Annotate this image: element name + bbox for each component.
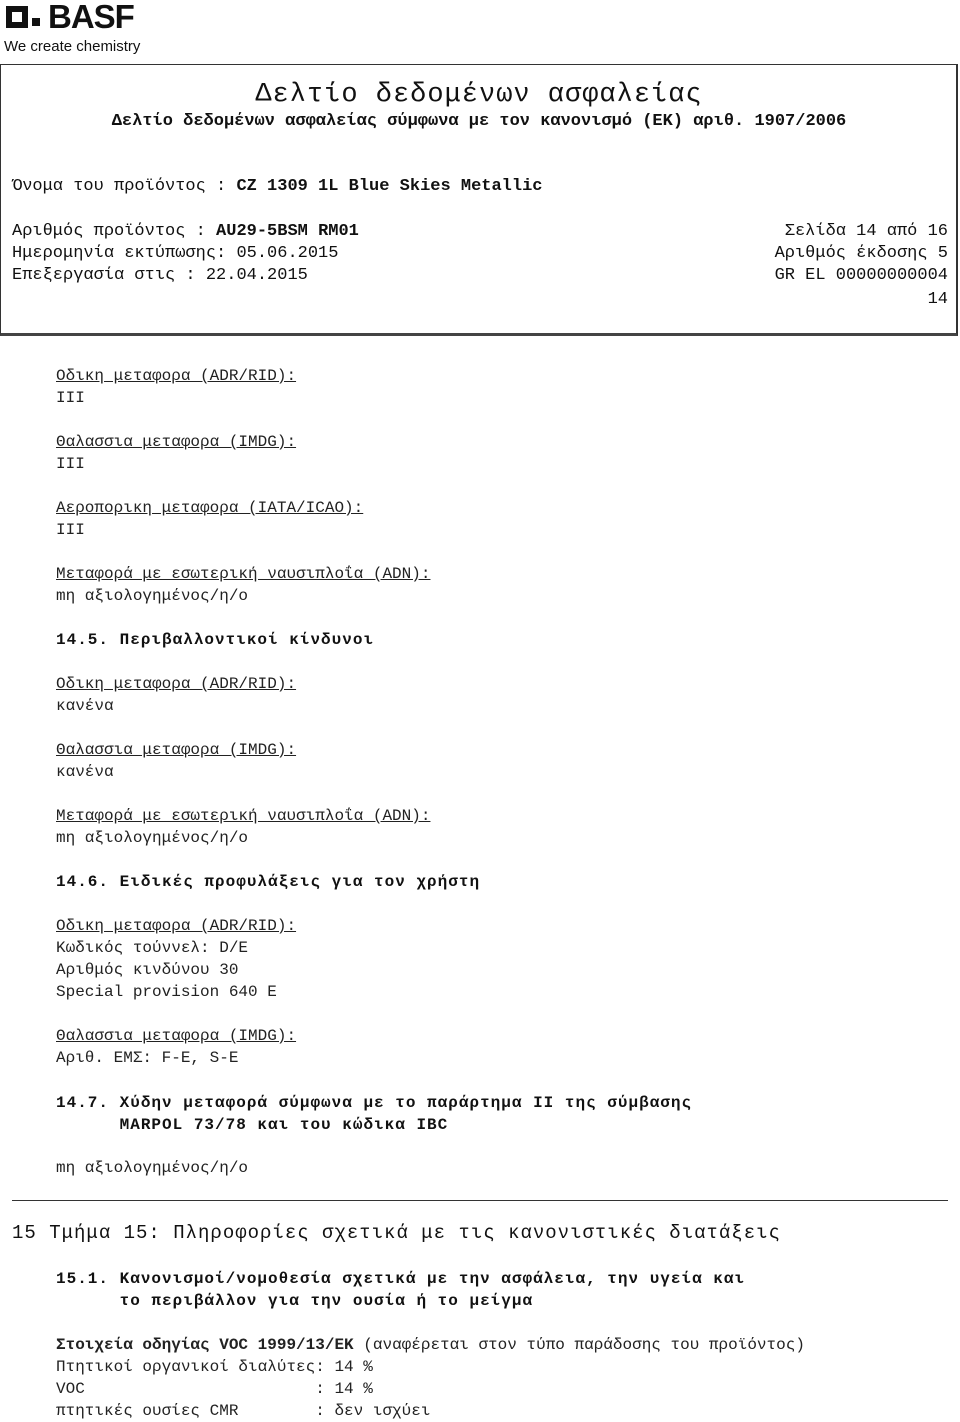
voc-directive-row xyxy=(56,1336,805,1354)
section-15-title: 15 Τμήμα 15: Πληροφορίες σχετικά με τις κανονιστικές διατάξεις xyxy=(12,1222,781,1244)
sea-transport-label: Θαλασσια μεταφορα (IMDG): xyxy=(56,741,297,759)
road-transport-label: Οδικη μεταφορα (ADR/RID): xyxy=(56,675,297,693)
section-14-6-heading: 14.6. Ειδικές προφυλάξεις για τον χρήστη xyxy=(56,873,481,891)
print-date-label: Ημερομηνία εκτύπωσης: xyxy=(12,244,237,263)
road-transport-label: Οδικη μεταφορα (ADR/RID): xyxy=(56,917,297,935)
voc-value: VOC : 14 % xyxy=(56,1380,373,1398)
road-transport-value: III xyxy=(56,389,85,407)
road-transport-label: Οδικη μεταφορα (ADR/RID): xyxy=(56,367,297,385)
document-title: Δελτίο δεδομένων ασφαλείας xyxy=(255,80,703,110)
section-14-7-heading: 14.7. Χύδην μεταφορά σύμφωνα με το παράρτημα II της σύμβασης xyxy=(56,1094,693,1112)
hazard-number: Αριθμός κινδύνου 30 xyxy=(56,961,239,979)
print-date: 05.06.2015 xyxy=(236,244,339,263)
sea-transport-label: Θαλασσια μεταφορα (IMDG): xyxy=(56,1027,297,1045)
logo-tagline: We create chemistry xyxy=(4,38,141,55)
product-name-row xyxy=(12,177,543,196)
basf-logo xyxy=(4,2,164,58)
section-divider xyxy=(12,1200,948,1201)
doc-code-2: 14 xyxy=(927,290,948,309)
voc-directive-note: (αναφέρεται στον τύπο παράδοσης του προϊόντος) xyxy=(353,1336,805,1354)
version-info: Αριθμός έκδοσης 5 xyxy=(774,244,948,263)
logo-word: BASF xyxy=(48,0,134,35)
road-transport-value: κανένα xyxy=(56,697,114,715)
doc-code: GR EL 00000000004 xyxy=(774,266,948,285)
product-no: AU29-5BSM RM01 xyxy=(216,222,359,241)
inland-waterway-value: mη αξιολογημένος/η/ο xyxy=(56,829,249,847)
voc-solvents: Πτητικοί οργανικοί διαλύτες: 14 % xyxy=(56,1358,373,1376)
product-no-label: Αριθμός προϊόντος : xyxy=(12,222,217,241)
inland-waterway-label: Μεταφορά με εσωτερική ναυσιπλοΐα (ADN): xyxy=(56,807,431,825)
document-subtitle: Δελτίο δεδομένων ασφαλείας σύμφωνα με τον κανονισμό (ΕΚ) αριθ. 1907/2006 xyxy=(111,112,847,131)
inland-waterway-label: Μεταφορά με εσωτερική ναυσιπλοΐα (ADN): xyxy=(56,565,431,583)
voc-cmr: πτητικές ουσίες CMR : δεν ισχύει xyxy=(56,1402,431,1420)
edit-date: 22.04.2015 xyxy=(205,266,308,285)
product-name: CZ 1309 1L Blue Skies Metallic xyxy=(236,177,543,196)
sea-transport-value: κανένα xyxy=(56,763,114,781)
edit-date-row xyxy=(12,266,308,285)
special-provision: Special provision 640 E xyxy=(56,983,277,1001)
section-14-7-heading-cont: MARPOL 73/78 και του κώδικα IBC xyxy=(56,1116,449,1134)
product-no-row xyxy=(12,222,359,241)
section-14-5-heading: 14.5. Περιβαλλοντικοί κίνδυνοι xyxy=(56,631,375,649)
voc-directive-title: Στοιχεία οδηγίας VOC 1999/13/ΕΚ xyxy=(56,1336,354,1354)
inland-waterway-value: mη αξιολογημένος/η/ο xyxy=(56,587,249,605)
section-15-1-heading-cont: το περιβάλλον για την ουσία ή το μείγμα xyxy=(56,1292,534,1310)
sea-transport-label: Θαλασσια μεταφορα (IMDG): xyxy=(56,433,297,451)
air-transport-label: Αεροπορικη μεταφορα (IATA/ICAO): xyxy=(56,499,364,517)
page-info: Σελίδα 14 από 16 xyxy=(784,222,948,241)
ems-number: Αριθ. ΕΜΣ: F-E, S-E xyxy=(56,1049,239,1067)
print-date-row xyxy=(12,244,338,263)
edit-date-label: Επεξεργασία στις : xyxy=(12,266,206,285)
marpol-value: mη αξιολογημένος/η/ο xyxy=(56,1159,249,1177)
product-name-label: Όνομα του προϊόντος : xyxy=(12,177,237,196)
sea-transport-value: III xyxy=(56,455,85,473)
section-15-1-heading: 15.1. Κανονισμοί/νομοθεσία σχετικά με την ασφάλεια, την υγεία και xyxy=(56,1270,746,1288)
tunnel-code: Κωδικός τούννελ: D/E xyxy=(56,939,249,957)
basf-logo-mark xyxy=(6,6,28,28)
air-transport-value: III xyxy=(56,521,85,539)
